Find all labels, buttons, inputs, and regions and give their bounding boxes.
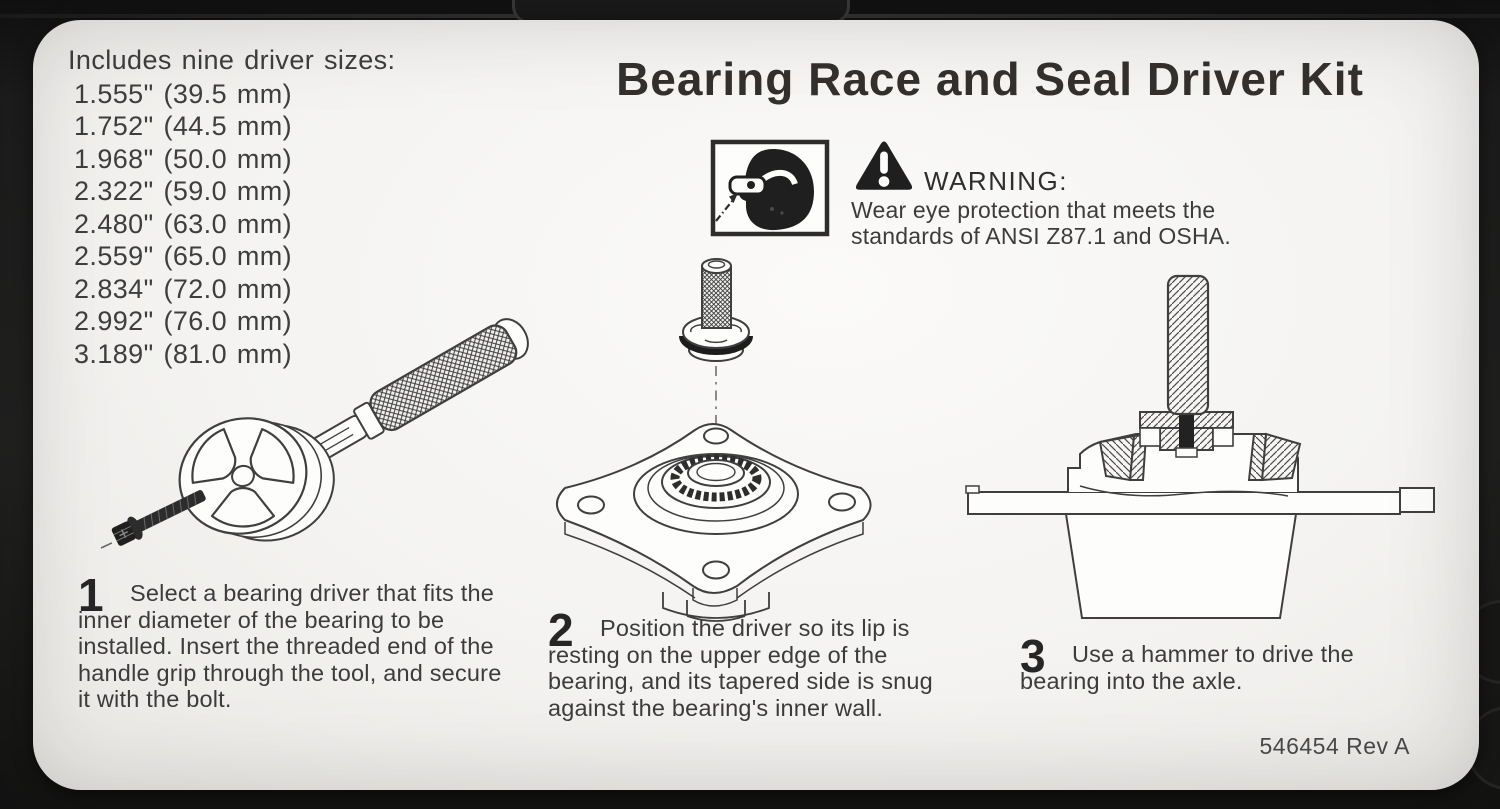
step-1-text: Select a bearing driver that fits the inner diameter of the bearing to be installed. Insert the threaded end of the handle grip through the tool, and secure it with the bolt. [78,580,502,712]
warning-text: Wear eye protection that meets the standards of ANSI Z87.1 and OSHA. [851,197,1231,249]
step-2 [548,604,970,721]
driver-size-item: 2.480" (63.0 mm) [74,208,293,239]
step-3 [1020,630,1414,694]
step3-cross-section-diagram [948,262,1448,622]
eye-protection-icon [710,139,830,237]
step1-exploded-driver-diagram [55,280,555,600]
step-2-number: 2 [548,604,574,656]
driver-size-item: 2.992" (76.0 mm) [74,306,293,336]
driver-size-item: 2.559" (65.0 mm) [74,241,293,271]
warning-triangle-icon [853,139,915,194]
step2-driver-over-bearing-diagram [545,248,890,628]
step-1-number: 1 [78,569,104,621]
warning-label: WARNING: [924,166,1068,196]
page-title: Bearing Race and Seal Driver Kit [616,53,1364,105]
driver-sizes-heading: Includes nine driver sizes: [68,45,396,75]
step-1 [78,569,512,713]
driver-size-item: 1.968" (50.0 mm) [74,143,293,174]
driver-size-item: 2.834" (72.0 mm) [74,273,293,304]
driver-size-item: 1.555" (39.5 mm) [74,78,293,109]
driver-size-item: 1.752" (44.5 mm) [74,111,293,141]
part-number: 546454 Rev A [1259,733,1410,759]
step-3-text: Use a hammer to drive the bearing into the axle. [1020,641,1354,694]
step-2-text: Position the driver so its lip is resting on the upper edge of the bearing, and its tapered side is snug against the bearing's inner wall. [548,615,933,721]
step-3-number: 3 [1020,630,1046,682]
driver-size-item: 2.322" (59.0 mm) [74,176,293,206]
driver-size-item: 3.189" (81.0 mm) [74,338,293,369]
